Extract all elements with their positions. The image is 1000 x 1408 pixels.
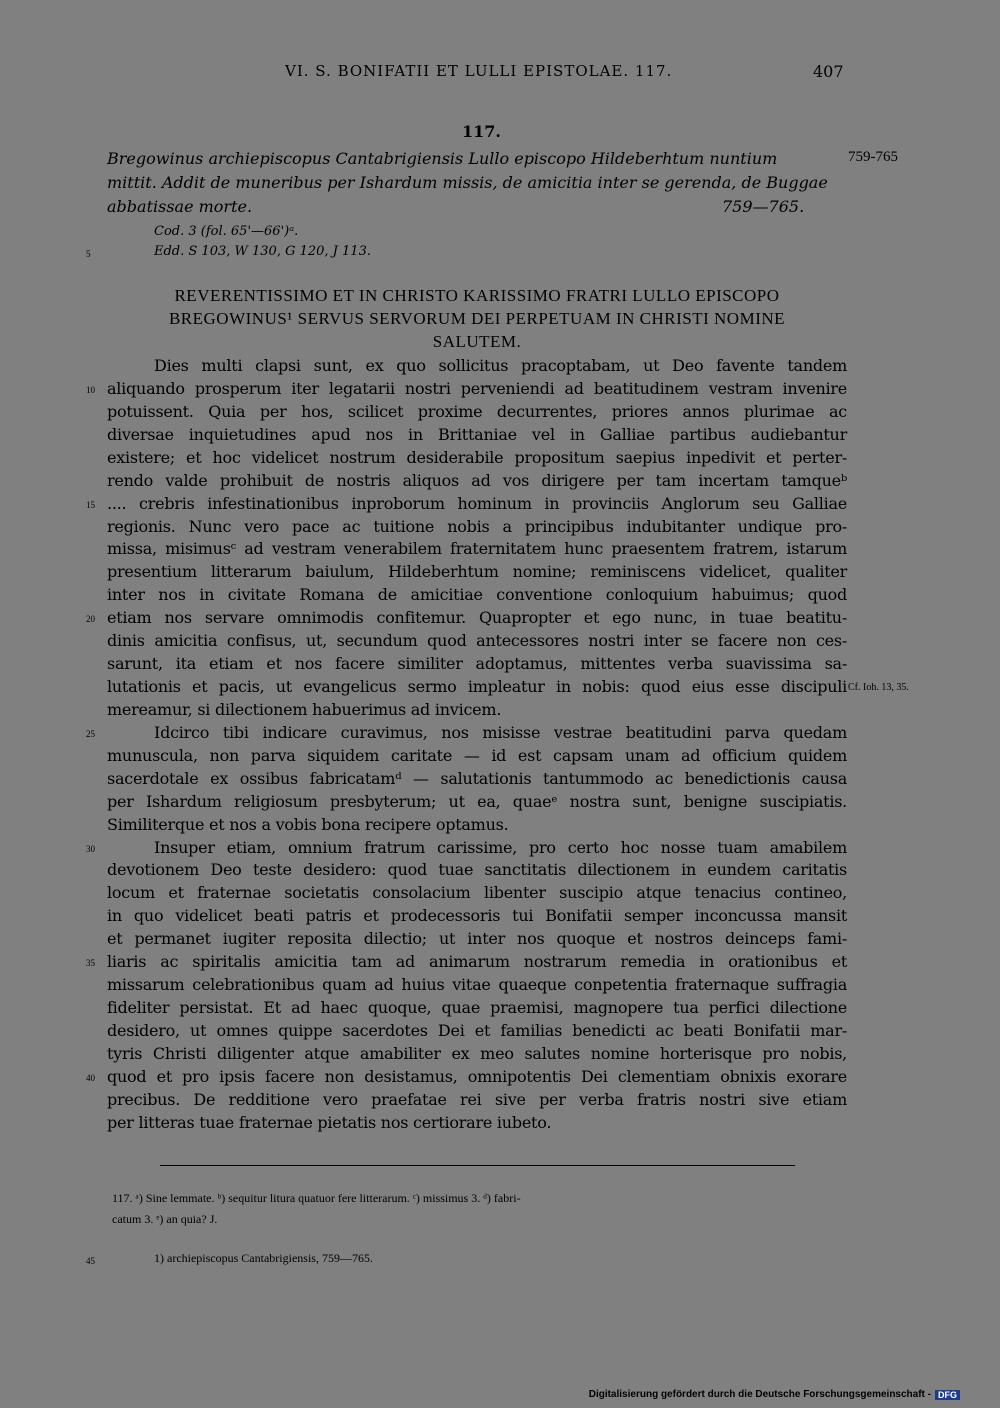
body-line: desidero, ut omnes quippe sacerdotes Dei et familias benedicti ac beati Bonifatii mar- — [107, 1020, 847, 1040]
footnote-line-3: 1) archiepiscopus Cantabrigiensis, 759—765. — [154, 1251, 373, 1265]
footnote-line-2: catum 3. ᵉ) an quia? J. — [112, 1212, 218, 1226]
body-line: missa, misimusᶜ ad vestram venerabilem fraternitatem hunc praesentem fratrem, istarum — [107, 539, 847, 559]
line-number: 20 — [86, 614, 95, 625]
body-line: precibus. De redditione vero praefatae rei sive per verba fratris nostri sive etiam — [107, 1089, 847, 1109]
dfg-logo: DFG — [935, 1390, 960, 1400]
body-line: Idcirco tibi indicare curavimus, nos misisse vestrae beatitudini parva quedam — [154, 722, 847, 742]
body-line: existere; et hoc videlicet nostrum desiderabile propositum saepius inpedivit et perter- — [107, 447, 847, 467]
body-line: devotionem Deo teste desidero: quod tuae sanctitatis dilectionem in eundem caritatis — [107, 860, 847, 880]
codex-line: Cod. 3 (fol. 65'—66')ᵃ. — [154, 224, 299, 239]
body-line: missarum celebrationibus quam ad huius vitae quaeque conpetentia fraternaque suffragia — [107, 975, 847, 995]
body-line: etiam nos servare omnimodis confitemur. Quapropter et ego nunc, in tuae beatitu- — [107, 608, 847, 628]
line-number: 5 — [86, 249, 91, 259]
body-line: per Ishardum religiosum presbyterum; ut ea, quaeᵉ nostra sunt, benigne suscipiatis. — [107, 791, 847, 811]
body-line: lutationis et pacis, ut evangelicus sermo impleatur in nobis: quod eius esse discipuli — [107, 677, 847, 697]
line-number: 45 — [86, 1256, 95, 1266]
page-number: 407 — [813, 62, 844, 81]
body-line: Dies multi clapsi sunt, ex quo sollicitus pracoptabam, ut Deo favente tandem — [154, 356, 847, 375]
body-line: Insuper etiam, omnium fratrum carissime, pro certo hoc nosse tuam amabilem — [154, 837, 847, 857]
line-number: 15 — [86, 499, 95, 510]
address-heading-3: SALUTEM. — [432, 332, 522, 351]
body-line: potuissent. Quia per hos, scilicet proxime decurrentes, priores annos plurimae ac — [107, 401, 847, 421]
margin-reference: Cf. Ioh. 13, 35. — [848, 682, 909, 694]
line-number: 40 — [86, 1072, 95, 1083]
body-line: rendo valde prohibuit de nostris aliquos ad vos dirigere per tam incertam tamqueᵇ — [107, 470, 847, 490]
body-line: sacerdotale ex ossibus fabricatamᵈ — salutationis tantummodo ac benedictionis causa — [107, 768, 847, 788]
body-line: aliquando prosperum iter legatarii nostri perveniendi ad beatitudinem vestram invenire — [107, 378, 847, 398]
running-title: VI. S. BONIFATII ET LULLI EPISTOLAE. 117. — [285, 62, 673, 80]
body-line: fideliter persistat. Et ad haec quoque, quae praemisi, magnopere tua perfici dilectione — [107, 998, 847, 1018]
margin-date: 759-765 — [848, 149, 898, 165]
body-line: munuscula, non parva siquidem caritate — id est capsam unam ad officium quidem — [107, 745, 847, 765]
body-line: presentium litterarum baiulum, Hildeberhtum nomine; reminiscens videlicet, qualiter — [107, 562, 847, 582]
body-line: et permanet iugiter reposita dilectio; ut inter nos quoque et nostros deinceps fami- — [107, 929, 847, 949]
body-line: inter nos in civitate Romana de amicitiae conventione conloquium habuimus; quod — [107, 585, 847, 605]
address-heading-2: BREGOWINUS¹ SERVUS SERVORUM DEI PERPETUAM IN CHRISTI NOMINE — [168, 309, 786, 328]
line-number: 35 — [86, 958, 95, 969]
body-line: quod et pro ipsis facere non desistamus, omnipotentis Dei clementiam obnixis exorare — [107, 1066, 847, 1086]
line-number: 25 — [86, 728, 95, 739]
body-line: .... crebris infestinationibus inproborum hominum in provinciis Anglorum seu Galliae — [107, 493, 847, 513]
body-line: liaris ac spiritalis amicitia tam ad animarum nostrarum remedia in orationibus et — [107, 952, 847, 972]
letter-number: 117. — [462, 122, 501, 141]
summary-date: 759—765. — [722, 197, 805, 216]
body-line: regionis. Nunc vero pace ac tuitione nobis a principibus indubitanter undique pro- — [107, 516, 847, 536]
digitization-credit — [589, 1389, 960, 1400]
editions-line: Edd. S 103, W 130, G 120, J 113. — [154, 244, 371, 259]
footnote-rule — [160, 1165, 795, 1166]
body-line: sarunt, ita etiam et nos facere similiter adoptamus, mittentes verba suavissima sa- — [107, 654, 847, 674]
body-line: dinis amicitia confisus, ut, secundum quod antecessores nostri inter se facere non ces- — [107, 631, 847, 651]
body-line: in quo videlicet beati patris et prodecessoris tui Bonifatii semper inconcussa mansit — [107, 906, 847, 926]
summary-line-1: Bregowinus archiepiscopus Cantabrigiensis Lullo episcopo Hildeberhtum nuntium — [107, 149, 778, 168]
address-heading-1: REVERENTISSIMO ET IN CHRISTO KARISSIMO FRATRI LULLO EPISCOPO — [174, 286, 780, 305]
summary-line-3: abbatissae morte. — [107, 197, 253, 216]
footnote-line-1: 117. ᵃ) Sine lemmate. ᵇ) sequitur litura quatuor fere litterarum. ᶜ) missimus 3. ᵈ) fabri- — [112, 1191, 521, 1205]
body-line: diversae inquietudines apud nos in Brittaniae vel in Galliae partibus audiebantur — [107, 424, 847, 444]
summary-line-2: mittit. Addit de muneribus per Ishardum missis, de amicitia inter se gerenda, de Buggae — [107, 173, 828, 192]
credit-text: Digitalisierung gefördert durch die Deutsche Forschungsgemeinschaft - — [588, 1389, 931, 1400]
line-number: 10 — [86, 384, 95, 395]
line-number: 30 — [86, 843, 95, 854]
body-line: per litteras tuae fraternae pietatis nos certiorare iubeto. — [107, 1112, 552, 1132]
body-line: tyris Christi diligenter atque amabiliter ex meo salutes nomine horterisque pro nobis, — [107, 1043, 847, 1063]
body-line: locum et fraternae societatis consolacium libenter suscipio atque tenacius contineo, — [107, 883, 847, 903]
body-line: mereamur, si dilectionem habuerimus ad invicem. — [107, 699, 502, 719]
body-line: Similiterque et nos a vobis bona recipere optamus. — [107, 814, 509, 834]
